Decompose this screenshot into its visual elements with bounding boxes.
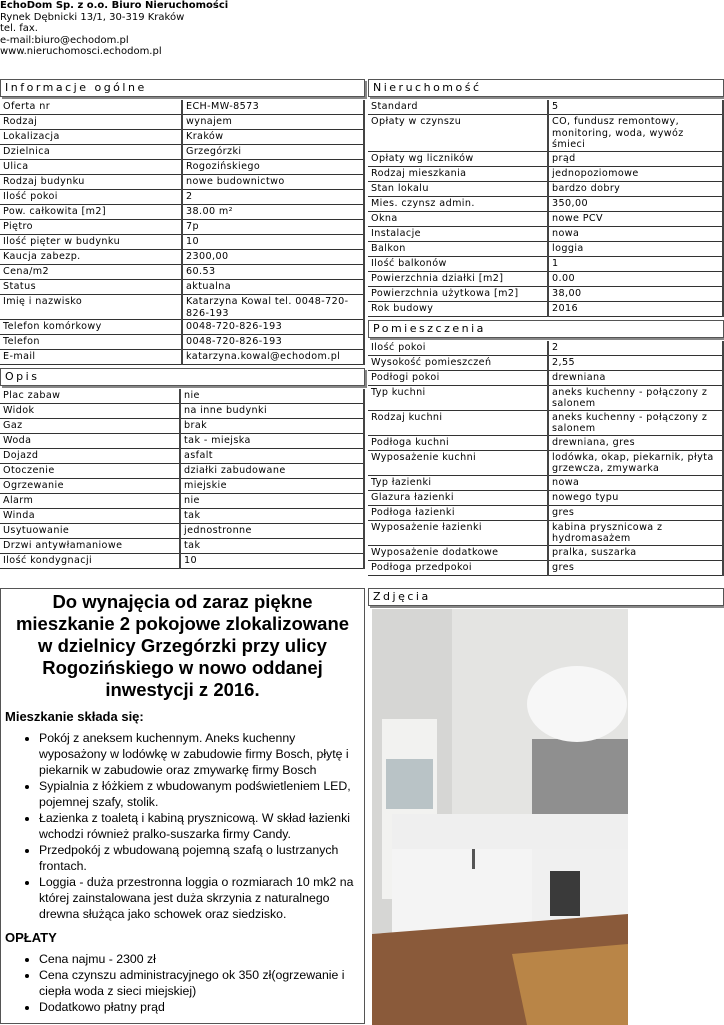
table-row <box>368 301 723 316</box>
field-value: tak - miejska <box>180 434 364 449</box>
table-row <box>368 211 723 226</box>
field-label: Wysokość pomieszczeń <box>368 355 548 370</box>
table-row <box>0 404 364 419</box>
table-row <box>368 341 723 356</box>
table-row <box>368 355 723 370</box>
table-row <box>368 370 723 385</box>
table-row <box>368 256 723 271</box>
field-value: kabina prysznicowa z hydromasażem <box>548 520 723 545</box>
table-row <box>368 226 723 241</box>
field-label: Rodzaj budynku <box>0 175 182 190</box>
section-property-heading: Nieruchomość <box>368 79 724 97</box>
left-column <box>0 79 365 572</box>
table-row <box>368 545 723 560</box>
field-label: Okna <box>368 211 548 226</box>
table-row <box>0 434 364 449</box>
field-label: Podłoga przedpokoi <box>368 560 548 575</box>
list-item: • Dodatkowo płatny prąd <box>39 999 364 1015</box>
table-row <box>0 145 364 160</box>
table-row <box>0 464 364 479</box>
field-value: brak <box>180 419 364 434</box>
field-value: 2300,00 <box>182 250 364 265</box>
field-label: Plac zabaw <box>0 389 180 404</box>
table-row <box>0 115 364 130</box>
field-value: 0048-720-826-193 <box>182 320 364 335</box>
table-row <box>0 295 364 320</box>
field-label: Ilość pokoi <box>0 190 182 205</box>
list-item: • Loggia - duża przestronna loggia o rozmiarach 10 mk2 na której zainstalowana jest duża skrzynia z naturalnego drewna służąca jako schowek oraz siedzisko. <box>39 874 364 922</box>
field-label: Wyposażenie łazienki <box>368 520 548 545</box>
field-label: Usytuowanie <box>0 524 180 539</box>
field-value: nowe PCV <box>548 211 723 226</box>
list-item: • Łazienka z toaletą i kabiną prysznicową. W skład łazienki wchodzi również pralko-suszarka firmy Candy. <box>39 810 364 842</box>
table-row <box>0 220 364 235</box>
table-row <box>0 524 364 539</box>
table-row <box>0 419 364 434</box>
field-value: asfalt <box>180 449 364 464</box>
field-label: Status <box>0 280 182 295</box>
table-row <box>368 241 723 256</box>
description-headline: Do wynajęcia od zaraz piękne mieszkanie 2 pokojowe zlokalizowane w dzielnicy Grzegórzki przy ulicy Rogozińskiego w nowo oddanej inwestycji z 2016. <box>15 591 350 700</box>
field-value: ECH-MW-8573 <box>182 100 364 115</box>
agency-name: EchoDom Sp. z o.o. Biuro Nieruchomości <box>0 0 229 11</box>
field-value: 60.53 <box>182 265 364 280</box>
table-row <box>0 494 364 509</box>
field-label: Widok <box>0 404 180 419</box>
field-value: 38.00 m² <box>182 205 364 220</box>
field-value: bardzo dobry <box>548 181 723 196</box>
list-item: • Sypialnia z łóżkiem z wbudowanym podświetleniem LED, pojemnej szafy, stolik. <box>39 778 364 810</box>
field-value: loggia <box>548 241 723 256</box>
table-row <box>0 449 364 464</box>
table-row <box>0 479 364 494</box>
table-row <box>0 509 364 524</box>
consists-heading: Mieszkanie składa się: <box>5 709 144 724</box>
field-label: Otoczenie <box>0 464 180 479</box>
field-value: miejskie <box>180 479 364 494</box>
table-row <box>0 205 364 220</box>
field-value: 2 <box>182 190 364 205</box>
field-label: Glazura łazienki <box>368 490 548 505</box>
list-item: • Pokój z aneksem kuchennym. Aneks kuchenny wyposażony w lodówkę w zabudowie firmy Bosch, płytę i piekarnik w zabudowie oraz zmywarkę firmy Bosch <box>39 730 364 778</box>
field-label: Drzwi antywłamaniowe <box>0 539 180 554</box>
field-label: Winda <box>0 509 180 524</box>
right-column <box>368 79 724 579</box>
field-value: nie <box>180 389 364 404</box>
field-label: Podłoga łazienki <box>368 505 548 520</box>
table-row <box>0 130 364 145</box>
field-label: Wyposażenie kuchni <box>368 450 548 475</box>
field-label: Ilość pięter w budynku <box>0 235 182 250</box>
field-label: Wyposażenie dodatkowe <box>368 545 548 560</box>
field-label: Woda <box>0 434 180 449</box>
field-value: aktualna <box>182 280 364 295</box>
field-label: Podłoga kuchni <box>368 435 548 450</box>
list-item: • Przedpokój z wbudowaną pojemną szafą o lustrzanych frontach. <box>39 842 364 874</box>
general-table <box>0 100 365 365</box>
agency-email: e-mail:biuro@echodom.pl <box>0 34 129 46</box>
field-label: Rodzaj mieszkania <box>368 166 548 181</box>
field-label: Instalacje <box>368 226 548 241</box>
table-row <box>368 196 723 211</box>
field-value: 7p <box>182 220 364 235</box>
table-row <box>0 265 364 280</box>
field-value: tak <box>180 539 364 554</box>
field-value: prąd <box>548 151 723 166</box>
table-row <box>368 450 723 475</box>
field-value: gres <box>548 560 723 575</box>
fees-heading: OPŁATY <box>5 930 57 945</box>
field-label: Balkon <box>368 241 548 256</box>
table-row <box>368 271 723 286</box>
field-label: Telefon <box>0 335 182 350</box>
field-label: Piętro <box>0 220 182 235</box>
field-value: drewniana <box>548 370 723 385</box>
list-item: • Cena najmu - 2300 zł <box>39 951 364 967</box>
field-label: Mies. czynsz admin. <box>368 196 548 211</box>
table-row <box>0 389 364 404</box>
field-value: gres <box>548 505 723 520</box>
field-value: pralka, suszarka <box>548 545 723 560</box>
opis-table <box>0 389 365 569</box>
field-value: lodówka, okap, piekarnik, płyta grzewcza, zmywarka <box>548 450 723 475</box>
field-label: Dzielnica <box>0 145 182 160</box>
agency-phone: tel. fax. <box>0 23 38 34</box>
field-value: Rogozińskiego <box>182 160 364 175</box>
field-value: CO, fundusz remontowy, monitoring, woda, wywóz śmieci <box>548 115 723 152</box>
field-label: Stan lokalu <box>368 181 548 196</box>
table-row <box>368 410 723 435</box>
field-value: jednostronne <box>180 524 364 539</box>
field-value: działki zabudowane <box>180 464 364 479</box>
table-row <box>0 190 364 205</box>
field-label: Ilość balkonów <box>368 256 548 271</box>
field-value: aneks kuchenny - połączony z salonem <box>548 410 723 435</box>
field-value: 5 <box>548 100 723 115</box>
field-value: 10 <box>182 235 364 250</box>
apartment-photo[interactable] <box>372 609 628 1025</box>
table-row <box>368 520 723 545</box>
agency-address: Rynek Dębnicki 13/1, 30-319 Kraków <box>0 11 185 23</box>
fees-list <box>1 951 364 1015</box>
table-row <box>368 560 723 575</box>
field-value: drewniana, gres <box>548 435 723 450</box>
field-label: Rodzaj kuchni <box>368 410 548 435</box>
field-value: Grzegórzki <box>182 145 364 160</box>
field-value: nowego typu <box>548 490 723 505</box>
field-label: Alarm <box>0 494 180 509</box>
field-label: Opłaty w czynszu <box>368 115 548 152</box>
field-label: E-mail <box>0 350 182 365</box>
consists-list <box>1 730 364 922</box>
field-label: Rok budowy <box>368 301 548 316</box>
list-item: • Cena czynszu administracyjnego ok 350 zł(ogrzewanie i ciepła woda z sieci miejskiej) <box>39 967 364 999</box>
field-label: Kaucja zabezp. <box>0 250 182 265</box>
kitchen-photo-illustration <box>372 609 628 1025</box>
field-value: wynajem <box>182 115 364 130</box>
field-value: na inne budynki <box>180 404 364 419</box>
table-row <box>368 166 723 181</box>
description-box <box>0 588 365 1024</box>
table-row <box>368 490 723 505</box>
rooms-table <box>368 341 724 576</box>
table-row <box>368 100 723 115</box>
agency-website: www.nieruchomosci.echodom.pl <box>0 46 162 57</box>
field-value: 2016 <box>548 301 723 316</box>
field-label: Rodzaj <box>0 115 182 130</box>
field-label: Powierzchnia użytkowa [m2] <box>368 286 548 301</box>
section-photos-heading: Zdjęcia <box>368 588 724 606</box>
property-table <box>368 100 724 317</box>
field-value: aneks kuchenny - połączony z salonem <box>548 385 723 410</box>
section-opis-heading: Opis <box>0 368 365 386</box>
field-label: Cena/m2 <box>0 265 182 280</box>
field-value: nowa <box>548 475 723 490</box>
field-value: 350,00 <box>548 196 723 211</box>
table-row <box>368 435 723 450</box>
table-row <box>368 181 723 196</box>
field-label: Telefon komórkowy <box>0 320 182 335</box>
table-row <box>0 539 364 554</box>
field-value: katarzyna.kowal@echodom.pl <box>182 350 364 365</box>
field-value: nie <box>180 494 364 509</box>
section-rooms-heading: Pomieszczenia <box>368 320 724 338</box>
photos-section <box>368 588 724 1025</box>
field-value: 0.00 <box>548 271 723 286</box>
field-label: Standard <box>368 100 548 115</box>
table-row <box>368 385 723 410</box>
table-row <box>368 505 723 520</box>
table-row <box>368 475 723 490</box>
field-value: 0048-720-826-193 <box>182 335 364 350</box>
table-row <box>368 115 723 152</box>
field-value: Kraków <box>182 130 364 145</box>
table-row <box>0 235 364 250</box>
field-label: Imię i nazwisko <box>0 295 182 320</box>
field-value: 10 <box>180 554 364 569</box>
table-row <box>0 250 364 265</box>
field-value: 38,00 <box>548 286 723 301</box>
table-row <box>0 350 364 365</box>
field-label: Powierzchnia działki [m2] <box>368 271 548 286</box>
field-value: nowa <box>548 226 723 241</box>
field-value: tak <box>180 509 364 524</box>
field-label: Pow. całkowita [m2] <box>0 205 182 220</box>
field-label: Ulica <box>0 160 182 175</box>
field-label: Lokalizacja <box>0 130 182 145</box>
field-value: jednopoziomowe <box>548 166 723 181</box>
field-label: Ilość pokoi <box>368 341 548 356</box>
field-label: Ilość kondygnacji <box>0 554 180 569</box>
field-value: 2 <box>548 341 723 356</box>
table-row <box>0 175 364 190</box>
field-label: Ogrzewanie <box>0 479 180 494</box>
table-row <box>0 554 364 569</box>
table-row <box>368 286 723 301</box>
agency-header <box>0 0 228 58</box>
section-general-heading: Informacje ogólne <box>0 79 365 97</box>
table-row <box>0 160 364 175</box>
field-value: 2,55 <box>548 355 723 370</box>
field-value: 1 <box>548 256 723 271</box>
field-label: Opłaty wg liczników <box>368 151 548 166</box>
field-label: Gaz <box>0 419 180 434</box>
field-label: Typ łazienki <box>368 475 548 490</box>
table-row <box>0 280 364 295</box>
field-label: Oferta nr <box>0 100 182 115</box>
field-value: Katarzyna Kowal tel. 0048-720-826-193 <box>182 295 364 320</box>
table-row <box>0 100 364 115</box>
field-value: nowe budownictwo <box>182 175 364 190</box>
field-label: Podłogi pokoi <box>368 370 548 385</box>
table-row <box>0 335 364 350</box>
table-row <box>0 320 364 335</box>
field-label: Dojazd <box>0 449 180 464</box>
field-label: Typ kuchni <box>368 385 548 410</box>
table-row <box>368 151 723 166</box>
